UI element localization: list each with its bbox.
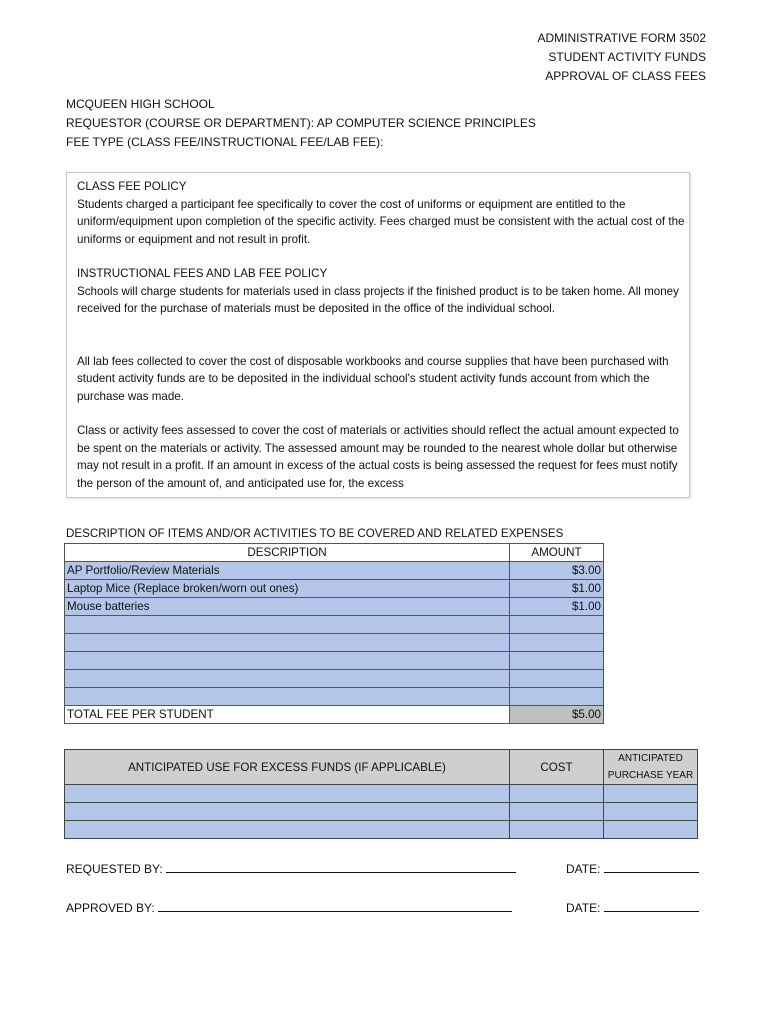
approved-date-label: DATE: [566,901,601,915]
item-description[interactable] [65,652,510,670]
item-amount[interactable]: $1.00 [510,598,604,616]
total-row [65,706,604,724]
instructional-fee-policy-text: Schools will charge students for materials used in class projects if the finished product is to be taken home. All money received for the purchase of materials must be deposited in the office of the individual school. [77,284,679,315]
item-description[interactable] [65,634,510,652]
approved-by-line [66,899,512,915]
description-header: DESCRIPTION [65,544,510,562]
items-table [64,543,604,724]
form-number: ADMINISTRATIVE FORM 3502 [537,31,706,45]
class-fee-policy-text: Students charged a participant fee specifically to cover the cost of uniforms or equipment are entitled to the uniform/equipment upon completion of the specific activity. Fees charged must be consistent with the actual cost of the uniforms or equipment and not result in profit. [77,197,685,246]
item-amount[interactable]: $1.00 [510,580,604,598]
requested-by-signature-field[interactable] [166,860,516,873]
approved-date-field[interactable] [604,899,699,912]
activity-fee-policy-text: Class or activity fees assessed to cover the cost of materials or activities should reflect the actual amount expected to be spent on the materials or activity. The assessed amount may be rounded to the nearest whole dollar but otherwise may not result in a profit. If an amount in excess of the actual costs is being assessed the request for fees must notify the person of the amount of, and anticipated use for, the excess [77,424,679,490]
table-row [65,803,698,821]
item-description[interactable] [65,688,510,706]
school-info [66,95,536,152]
total-amount: $5.00 [510,706,604,724]
requested-date-line [566,860,699,876]
requested-by-label: REQUESTED BY: [66,862,163,876]
table-row [65,785,698,803]
item-amount[interactable] [510,670,604,688]
excess-year-cell[interactable] [604,785,698,803]
item-description[interactable]: Mouse batteries [65,598,510,616]
table-row [65,598,604,616]
item-description[interactable]: AP Portfolio/Review Materials [65,562,510,580]
requested-date-field[interactable] [604,860,699,873]
instructional-fee-policy-title: INSTRUCTIONAL FEES AND LAB FEE POLICY [77,267,328,280]
amount-header: AMOUNT [510,544,604,562]
form-header [538,29,706,86]
excess-cost-cell[interactable] [510,785,604,803]
table-row [65,821,698,839]
excess-funds-table [64,749,698,839]
excess-year-cell[interactable] [604,821,698,839]
requested-date-label: DATE: [566,862,601,876]
item-description[interactable] [65,670,510,688]
form-subtitle: STUDENT ACTIVITY FUNDS [548,50,706,64]
form-title: APPROVAL OF CLASS FEES [545,69,706,83]
purchase-year-header [604,750,698,785]
approved-by-label: APPROVED BY: [66,901,155,915]
class-fee-policy-title: CLASS FEE POLICY [77,180,187,193]
school-name: MCQUEEN HIGH SCHOOL [66,97,215,111]
table-row [65,688,604,706]
table-row [65,580,604,598]
table-row [65,670,604,688]
item-amount[interactable] [510,688,604,706]
policy-textbox [66,172,690,498]
excess-use-cell[interactable] [65,803,510,821]
purchase-year-header-line2: PURCHASE YEAR [607,770,694,781]
table-row [65,562,604,580]
item-amount[interactable] [510,652,604,670]
item-description[interactable] [65,616,510,634]
requested-by-line [66,860,516,876]
purchase-year-header-line1: ANTICIPATED [618,753,683,764]
excess-cost-cell[interactable] [510,803,604,821]
approved-date-line [566,899,699,915]
approved-by-signature-field[interactable] [158,899,512,912]
requestor-line: REQUESTOR (COURSE OR DEPARTMENT): AP COMPUTER SCIENCE PRINCIPLES [66,116,536,130]
lab-fee-policy-text: All lab fees collected to cover the cost of disposable workbooks and course supplies that have been purchased with student activity funds are to be deposited in the individual school's student activity funds account from which the purchase was made. [77,354,669,403]
items-section-title: DESCRIPTION OF ITEMS AND/OR ACTIVITIES TO BE COVERED AND RELATED EXPENSES [66,527,564,540]
cost-header: COST [510,750,604,785]
total-label: TOTAL FEE PER STUDENT [65,706,510,724]
item-amount[interactable] [510,634,604,652]
item-amount[interactable] [510,616,604,634]
table-row [65,652,604,670]
table-row [65,616,604,634]
excess-use-cell[interactable] [65,821,510,839]
excess-cost-cell[interactable] [510,821,604,839]
fee-type-line: FEE TYPE (CLASS FEE/INSTRUCTIONAL FEE/LAB FEE): [66,135,384,149]
item-amount[interactable]: $3.00 [510,562,604,580]
excess-use-cell[interactable] [65,785,510,803]
use-header: ANTICIPATED USE FOR EXCESS FUNDS (IF APPLICABLE) [65,750,510,785]
excess-year-cell[interactable] [604,803,698,821]
table-row [65,634,604,652]
item-description[interactable]: Laptop Mice (Replace broken/worn out ones) [65,580,510,598]
